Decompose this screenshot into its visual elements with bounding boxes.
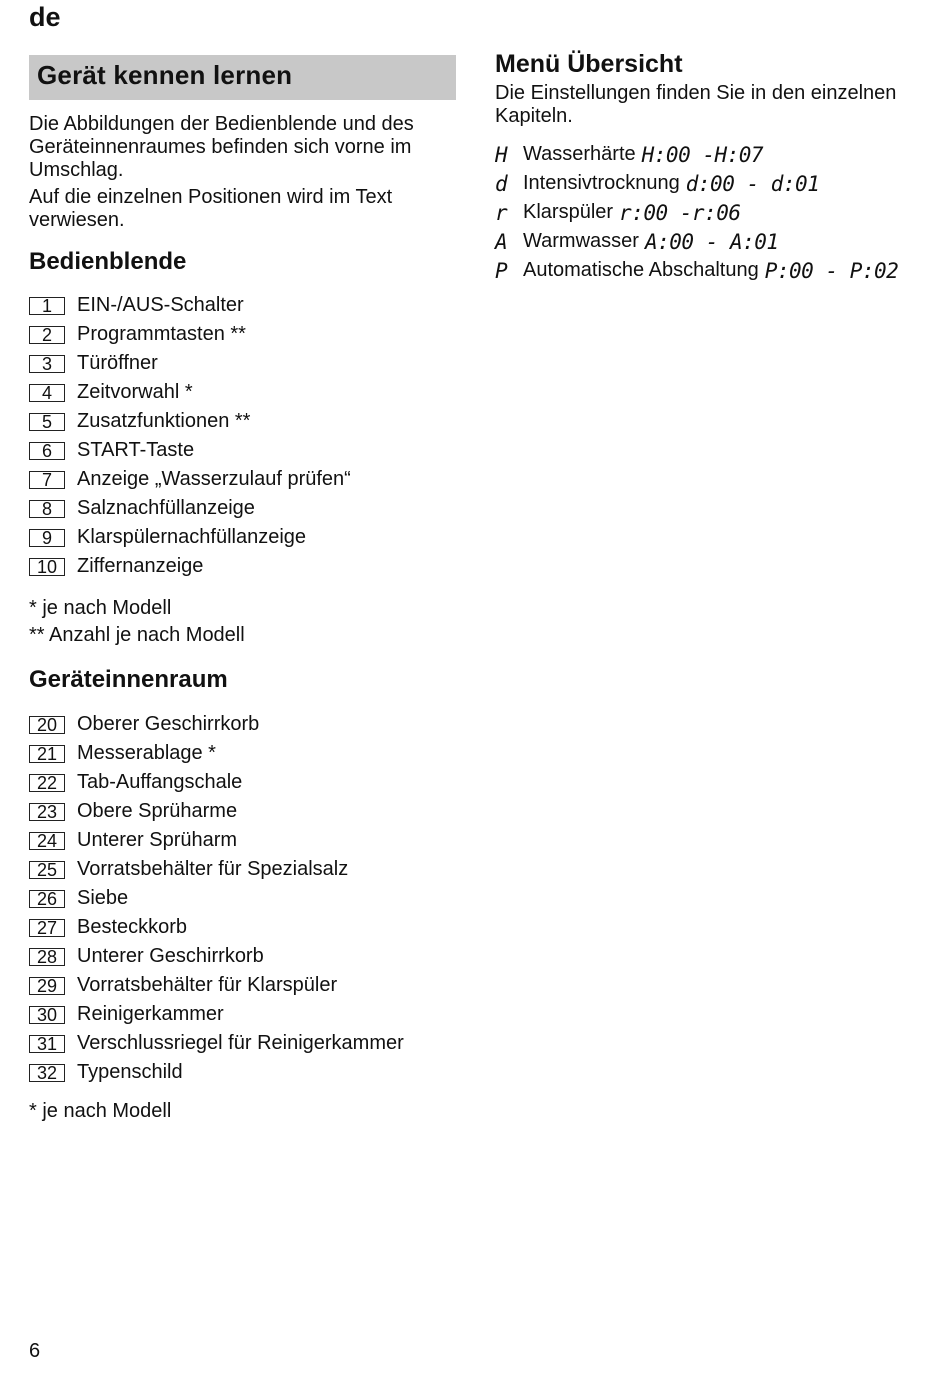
position-number: 25 [29,861,65,879]
position-number: 23 [29,803,65,821]
list-item [29,855,456,884]
item-label: Salznachfüllanzeige [77,497,255,519]
position-number: 21 [29,745,65,763]
footnotes [29,1098,456,1125]
intro-paragraph-2: Auf die einzelnen Positionen wird im Text verwiesen. [29,186,393,231]
item-label: Programmtasten ** [77,323,246,345]
list-item [29,768,456,797]
position-number: 26 [29,890,65,908]
setting-label: Klarspüler [523,201,614,223]
menu-setting-row [495,140,935,169]
item-label: Besteckkorb [77,916,188,938]
item-label: Reinigerkammer [77,1003,224,1025]
item-label: Tab-Auffangschale [77,771,243,793]
menu-setting-row [495,169,935,198]
setting-label: Intensivtrocknung [523,172,680,194]
list-item [29,942,456,971]
list-item [29,407,456,436]
list-item [29,349,456,378]
position-number: 8 [29,500,65,518]
menu-settings-list [495,140,935,285]
position-number: 4 [29,384,65,402]
list-item [29,739,456,768]
position-number: 2 [29,326,65,344]
item-label: Zusatzfunktionen ** [77,410,251,432]
item-label: Klarspülernachfüllanzeige [77,526,307,548]
list-item [29,523,456,552]
list-item [29,436,456,465]
position-number: 31 [29,1035,65,1053]
item-label: Messerablage * [77,742,216,764]
footnote: * je nach Modell [29,1100,172,1122]
item-label: Obere Sprüharme [77,800,238,822]
menu-overview-title: Menü Übersicht [495,50,683,78]
position-number: 29 [29,977,65,995]
display-symbol: H [495,142,508,167]
list-item [29,1029,456,1058]
page-number: 6 [29,1340,41,1362]
setting-label: Warmwasser [523,230,639,252]
innenraum-list [29,710,456,1087]
footnote: * je nach Modell [29,597,172,619]
menu-setting-row [495,227,935,256]
setting-range: P:00 - P:02 [764,258,899,283]
item-label: Verschlussriegel für Reinigerkammer [77,1032,404,1054]
position-number: 6 [29,442,65,460]
item-label: Unterer Sprüharm [77,829,238,851]
bedienblende-list [29,291,456,581]
display-symbol: r [495,200,508,225]
setting-range: r:00 -r:06 [619,200,741,225]
item-label: Ziffernanzeige [77,555,204,577]
heading-geraeteinnenraum: Geräteinnenraum [29,666,228,693]
position-number: 22 [29,774,65,792]
position-number: 24 [29,832,65,850]
item-label: Vorratsbehälter für Klarspüler [77,974,338,996]
menu-setting-row [495,256,935,285]
language-code: de [29,2,61,32]
item-label: Zeitvorwahl * [77,381,193,403]
item-label: Unterer Geschirrkorb [77,945,264,967]
menu-overview-desc: Die Einstellungen finden Sie in den einzelnen Kapiteln. [495,82,897,127]
position-number: 9 [29,529,65,547]
item-label: Vorratsbehälter für Spezialsalz [77,858,349,880]
list-item [29,378,456,407]
setting-label: Wasserhärte [523,143,636,165]
position-number: 7 [29,471,65,489]
list-item [29,797,456,826]
setting-range: A:00 - A:01 [644,229,779,254]
position-number: 30 [29,1006,65,1024]
position-number: 27 [29,919,65,937]
item-label: START-Taste [77,439,195,461]
section-banner: Gerät kennen lernen [29,55,456,100]
position-number: 3 [29,355,65,373]
position-number: 20 [29,716,65,734]
position-number: 32 [29,1064,65,1082]
item-label: Oberer Geschirrkorb [77,713,260,735]
list-item [29,291,456,320]
intro-paragraph: Die Abbildungen der Bedienblende und des Geräteinnenraumes befinden sich vorne im Umschlag. [29,113,414,181]
list-item [29,1000,456,1029]
right-column [495,48,935,285]
list-item [29,826,456,855]
left-column [29,55,456,1125]
display-symbol: d [495,171,508,196]
setting-range: d:00 - d:01 [685,171,820,196]
setting-range: H:00 -H:07 [641,142,764,167]
display-symbol: P [495,258,508,283]
footnote: ** Anzahl je nach Modell [29,624,245,646]
position-number: 1 [29,297,65,315]
item-label: EIN-/AUS-Schalter [77,294,244,316]
list-item [29,1058,456,1087]
position-number: 5 [29,413,65,431]
list-item [29,913,456,942]
item-label: Siebe [77,887,129,909]
heading-bedienblende: Bedienblende [29,248,187,275]
position-number: 28 [29,948,65,966]
item-label: Typenschild [77,1061,183,1083]
list-item [29,320,456,349]
item-label: Türöffner [77,352,158,374]
display-symbol: A [495,229,508,254]
list-item [29,884,456,913]
list-item [29,494,456,523]
footnotes [29,595,456,649]
menu-setting-row [495,198,935,227]
item-label: Anzeige „Wasserzulauf prüfen“ [77,468,351,490]
position-number: 10 [29,558,65,576]
list-item [29,552,456,581]
list-item [29,465,456,494]
list-item [29,971,456,1000]
list-item [29,710,456,739]
setting-label: Automatische Abschaltung [523,259,759,281]
